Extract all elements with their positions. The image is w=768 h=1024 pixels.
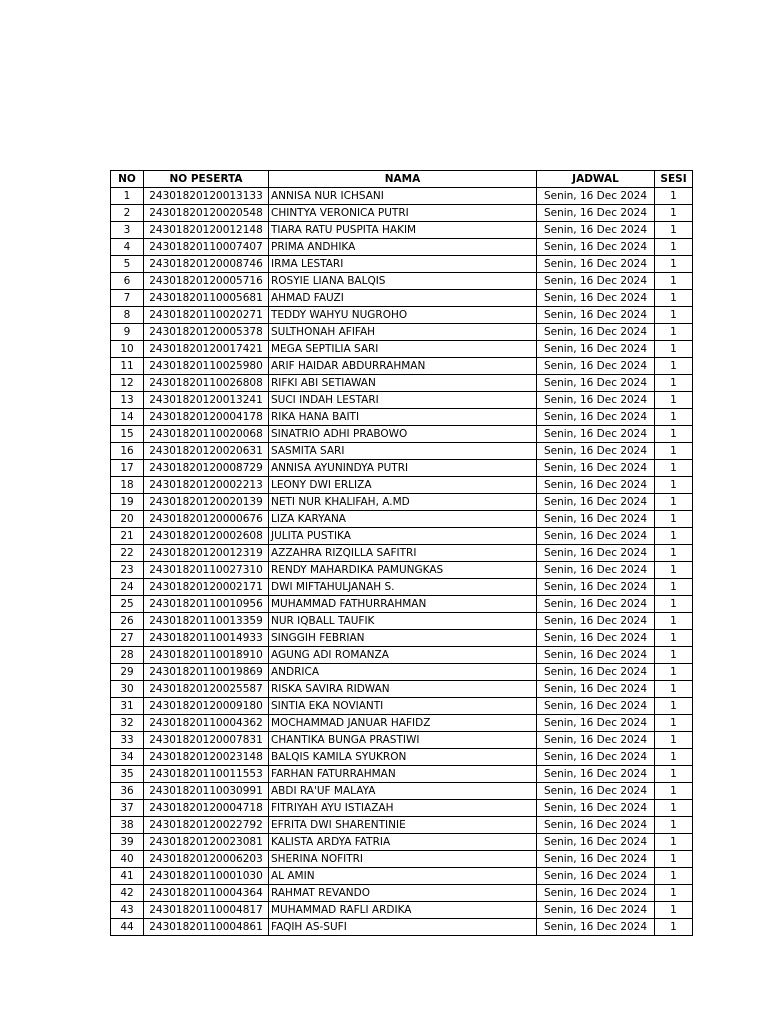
cell-nama: MUHAMMAD FATHURRAHMAN (269, 596, 537, 613)
cell-nama: FARHAN FATURRAHMAN (269, 766, 537, 783)
cell-nama: AGUNG ADI ROMANZA (269, 647, 537, 664)
cell-no-peserta: 24301820110030991 (144, 783, 269, 800)
table-header-row (111, 171, 693, 188)
table-row (111, 443, 693, 460)
cell-sesi: 1 (655, 188, 693, 205)
cell-sesi: 1 (655, 477, 693, 494)
cell-nama: LIZA KARYANA (269, 511, 537, 528)
cell-sesi: 1 (655, 834, 693, 851)
cell-sesi: 1 (655, 681, 693, 698)
table-row (111, 596, 693, 613)
cell-jadwal: Senin, 16 Dec 2024 (537, 426, 655, 443)
cell-no-peserta: 24301820120020631 (144, 443, 269, 460)
cell-nama: SINTIA EKA NOVIANTI (269, 698, 537, 715)
cell-no-peserta: 24301820110010956 (144, 596, 269, 613)
cell-jadwal: Senin, 16 Dec 2024 (537, 596, 655, 613)
cell-jadwal: Senin, 16 Dec 2024 (537, 307, 655, 324)
cell-no-peserta: 24301820120009180 (144, 698, 269, 715)
table-row (111, 392, 693, 409)
table-row (111, 647, 693, 664)
cell-no-peserta: 24301820110013359 (144, 613, 269, 630)
cell-jadwal: Senin, 16 Dec 2024 (537, 324, 655, 341)
cell-nama: CHINTYA VERONICA PUTRI (269, 205, 537, 222)
cell-jadwal: Senin, 16 Dec 2024 (537, 188, 655, 205)
table-row (111, 341, 693, 358)
cell-sesi: 1 (655, 528, 693, 545)
cell-no: 4 (111, 239, 144, 256)
cell-no-peserta: 24301820120008746 (144, 256, 269, 273)
cell-jadwal: Senin, 16 Dec 2024 (537, 800, 655, 817)
table-row (111, 834, 693, 851)
table-row (111, 579, 693, 596)
cell-jadwal: Senin, 16 Dec 2024 (537, 664, 655, 681)
cell-no: 43 (111, 902, 144, 919)
cell-sesi: 1 (655, 307, 693, 324)
cell-no: 38 (111, 817, 144, 834)
cell-no: 34 (111, 749, 144, 766)
table-row (111, 290, 693, 307)
cell-sesi: 1 (655, 647, 693, 664)
cell-nama: ANDRICA (269, 664, 537, 681)
cell-jadwal: Senin, 16 Dec 2024 (537, 358, 655, 375)
cell-no: 19 (111, 494, 144, 511)
cell-sesi: 1 (655, 817, 693, 834)
cell-jadwal: Senin, 16 Dec 2024 (537, 851, 655, 868)
cell-no-peserta: 24301820120006203 (144, 851, 269, 868)
cell-jadwal: Senin, 16 Dec 2024 (537, 919, 655, 936)
cell-no-peserta: 24301820110027310 (144, 562, 269, 579)
cell-jadwal: Senin, 16 Dec 2024 (537, 375, 655, 392)
cell-jadwal: Senin, 16 Dec 2024 (537, 681, 655, 698)
cell-sesi: 1 (655, 885, 693, 902)
cell-sesi: 1 (655, 426, 693, 443)
cell-jadwal: Senin, 16 Dec 2024 (537, 494, 655, 511)
cell-jadwal: Senin, 16 Dec 2024 (537, 868, 655, 885)
cell-no-peserta: 24301820120002171 (144, 579, 269, 596)
table-row (111, 885, 693, 902)
cell-jadwal: Senin, 16 Dec 2024 (537, 409, 655, 426)
cell-nama: FITRIYAH AYU ISTIAZAH (269, 800, 537, 817)
cell-nama: RIFKI ABI SETIAWAN (269, 375, 537, 392)
cell-no: 6 (111, 273, 144, 290)
cell-jadwal: Senin, 16 Dec 2024 (537, 341, 655, 358)
cell-no-peserta: 24301820120008729 (144, 460, 269, 477)
cell-no-peserta: 24301820110001030 (144, 868, 269, 885)
cell-sesi: 1 (655, 409, 693, 426)
cell-sesi: 1 (655, 273, 693, 290)
cell-jadwal: Senin, 16 Dec 2024 (537, 239, 655, 256)
table-row (111, 919, 693, 936)
cell-no-peserta: 24301820110011553 (144, 766, 269, 783)
table-row (111, 477, 693, 494)
cell-no-peserta: 24301820110004362 (144, 715, 269, 732)
table-row (111, 205, 693, 222)
cell-sesi: 1 (655, 443, 693, 460)
cell-jadwal: Senin, 16 Dec 2024 (537, 477, 655, 494)
cell-no-peserta: 24301820120012148 (144, 222, 269, 239)
cell-no-peserta: 24301820120013133 (144, 188, 269, 205)
table-row (111, 239, 693, 256)
cell-nama: TEDDY WAHYU NUGROHO (269, 307, 537, 324)
cell-no: 33 (111, 732, 144, 749)
participant-table (110, 170, 693, 936)
table-row (111, 256, 693, 273)
cell-jadwal: Senin, 16 Dec 2024 (537, 749, 655, 766)
cell-sesi: 1 (655, 324, 693, 341)
cell-jadwal: Senin, 16 Dec 2024 (537, 562, 655, 579)
cell-sesi: 1 (655, 613, 693, 630)
cell-nama: ABDI RA'UF MALAYA (269, 783, 537, 800)
cell-nama: DWI MIFTAHULJANAH S. (269, 579, 537, 596)
cell-jadwal: Senin, 16 Dec 2024 (537, 256, 655, 273)
table-row (111, 613, 693, 630)
cell-no-peserta: 24301820110025980 (144, 358, 269, 375)
cell-no: 40 (111, 851, 144, 868)
cell-no-peserta: 24301820120020548 (144, 205, 269, 222)
cell-no-peserta: 24301820110026808 (144, 375, 269, 392)
cell-sesi: 1 (655, 205, 693, 222)
cell-no: 29 (111, 664, 144, 681)
table-row (111, 494, 693, 511)
cell-nama: RIKA HANA BAITI (269, 409, 537, 426)
cell-no: 11 (111, 358, 144, 375)
cell-nama: MEGA SEPTILIA SARI (269, 341, 537, 358)
cell-nama: AZZAHRA RIZQILLA SAFITRI (269, 545, 537, 562)
cell-no-peserta: 24301820120013241 (144, 392, 269, 409)
cell-no-peserta: 24301820120005378 (144, 324, 269, 341)
cell-no-peserta: 24301820120023148 (144, 749, 269, 766)
table-row (111, 681, 693, 698)
cell-nama: MOCHAMMAD JANUAR HAFIDZ (269, 715, 537, 732)
cell-jadwal: Senin, 16 Dec 2024 (537, 290, 655, 307)
cell-jadwal: Senin, 16 Dec 2024 (537, 783, 655, 800)
cell-sesi: 1 (655, 375, 693, 392)
cell-jadwal: Senin, 16 Dec 2024 (537, 732, 655, 749)
header-no: NO (111, 171, 144, 188)
cell-nama: BALQIS KAMILA SYUKRON (269, 749, 537, 766)
cell-no: 12 (111, 375, 144, 392)
cell-no-peserta: 24301820110020271 (144, 307, 269, 324)
cell-no: 35 (111, 766, 144, 783)
cell-jadwal: Senin, 16 Dec 2024 (537, 613, 655, 630)
cell-no-peserta: 24301820120025587 (144, 681, 269, 698)
cell-no: 25 (111, 596, 144, 613)
header-nama: NAMA (269, 171, 537, 188)
cell-sesi: 1 (655, 358, 693, 375)
cell-no: 14 (111, 409, 144, 426)
cell-sesi: 1 (655, 290, 693, 307)
cell-jadwal: Senin, 16 Dec 2024 (537, 902, 655, 919)
cell-nama: SUCI INDAH LESTARI (269, 392, 537, 409)
cell-nama: ANNISA NUR ICHSANI (269, 188, 537, 205)
cell-sesi: 1 (655, 545, 693, 562)
cell-nama: AHMAD FAUZI (269, 290, 537, 307)
table-row (111, 817, 693, 834)
cell-jadwal: Senin, 16 Dec 2024 (537, 817, 655, 834)
table-row (111, 698, 693, 715)
cell-nama: IRMA LESTARI (269, 256, 537, 273)
cell-jadwal: Senin, 16 Dec 2024 (537, 460, 655, 477)
cell-no-peserta: 24301820120007831 (144, 732, 269, 749)
cell-sesi: 1 (655, 783, 693, 800)
cell-jadwal: Senin, 16 Dec 2024 (537, 222, 655, 239)
cell-sesi: 1 (655, 902, 693, 919)
cell-no: 15 (111, 426, 144, 443)
cell-sesi: 1 (655, 664, 693, 681)
cell-nama: PRIMA ANDHIKA (269, 239, 537, 256)
cell-nama: SINATRIO ADHI PRABOWO (269, 426, 537, 443)
cell-no: 10 (111, 341, 144, 358)
cell-no: 30 (111, 681, 144, 698)
cell-sesi: 1 (655, 596, 693, 613)
table-row (111, 800, 693, 817)
table-body (111, 188, 693, 936)
cell-no: 27 (111, 630, 144, 647)
cell-jadwal: Senin, 16 Dec 2024 (537, 715, 655, 732)
cell-sesi: 1 (655, 868, 693, 885)
table-row (111, 902, 693, 919)
cell-no-peserta: 24301820120002608 (144, 528, 269, 545)
cell-no-peserta: 24301820120017421 (144, 341, 269, 358)
cell-no: 39 (111, 834, 144, 851)
cell-no-peserta: 24301820110019869 (144, 664, 269, 681)
cell-no: 20 (111, 511, 144, 528)
table-row (111, 664, 693, 681)
cell-no: 41 (111, 868, 144, 885)
cell-nama: JULITA PUSTIKA (269, 528, 537, 545)
table-row (111, 409, 693, 426)
cell-no: 9 (111, 324, 144, 341)
cell-no: 3 (111, 222, 144, 239)
cell-no: 23 (111, 562, 144, 579)
cell-no-peserta: 24301820110018910 (144, 647, 269, 664)
cell-nama: SULTHONAH AFIFAH (269, 324, 537, 341)
cell-sesi: 1 (655, 562, 693, 579)
table-row (111, 851, 693, 868)
cell-no-peserta: 24301820120022792 (144, 817, 269, 834)
table-row (111, 630, 693, 647)
cell-sesi: 1 (655, 579, 693, 596)
cell-no: 8 (111, 307, 144, 324)
cell-nama: AL AMIN (269, 868, 537, 885)
cell-no-peserta: 24301820110005681 (144, 290, 269, 307)
cell-no: 37 (111, 800, 144, 817)
cell-sesi: 1 (655, 494, 693, 511)
cell-jadwal: Senin, 16 Dec 2024 (537, 205, 655, 222)
cell-jadwal: Senin, 16 Dec 2024 (537, 647, 655, 664)
cell-jadwal: Senin, 16 Dec 2024 (537, 885, 655, 902)
table-row (111, 426, 693, 443)
cell-sesi: 1 (655, 732, 693, 749)
cell-no-peserta: 24301820120000676 (144, 511, 269, 528)
cell-no-peserta: 24301820110007407 (144, 239, 269, 256)
cell-nama: SASMITA SARI (269, 443, 537, 460)
cell-nama: RENDY MAHARDIKA PAMUNGKAS (269, 562, 537, 579)
cell-nama: EFRITA DWI SHARENTINIE (269, 817, 537, 834)
cell-no: 2 (111, 205, 144, 222)
table-row (111, 273, 693, 290)
cell-jadwal: Senin, 16 Dec 2024 (537, 834, 655, 851)
cell-sesi: 1 (655, 511, 693, 528)
cell-no-peserta: 24301820110004861 (144, 919, 269, 936)
cell-no: 44 (111, 919, 144, 936)
header-jadwal: JADWAL (537, 171, 655, 188)
cell-no: 22 (111, 545, 144, 562)
table-row (111, 528, 693, 545)
header-no-peserta: NO PESERTA (144, 171, 269, 188)
cell-nama: FAQIH AS-SUFI (269, 919, 537, 936)
cell-sesi: 1 (655, 341, 693, 358)
table-row (111, 715, 693, 732)
cell-nama: TIARA RATU PUSPITA HAKIM (269, 222, 537, 239)
cell-nama: ROSYIE LIANA BALQIS (269, 273, 537, 290)
cell-no: 24 (111, 579, 144, 596)
table-row (111, 375, 693, 392)
cell-no: 13 (111, 392, 144, 409)
table-row (111, 545, 693, 562)
cell-no-peserta: 24301820110020068 (144, 426, 269, 443)
cell-no-peserta: 24301820120023081 (144, 834, 269, 851)
cell-sesi: 1 (655, 460, 693, 477)
cell-no-peserta: 24301820110004817 (144, 902, 269, 919)
cell-nama: SINGGIH FEBRIAN (269, 630, 537, 647)
table-row (111, 732, 693, 749)
cell-jadwal: Senin, 16 Dec 2024 (537, 766, 655, 783)
cell-sesi: 1 (655, 698, 693, 715)
cell-no: 26 (111, 613, 144, 630)
cell-no-peserta: 24301820110014933 (144, 630, 269, 647)
cell-sesi: 1 (655, 239, 693, 256)
cell-jadwal: Senin, 16 Dec 2024 (537, 511, 655, 528)
cell-jadwal: Senin, 16 Dec 2024 (537, 273, 655, 290)
cell-nama: NETI NUR KHALIFAH, A.MD (269, 494, 537, 511)
cell-jadwal: Senin, 16 Dec 2024 (537, 579, 655, 596)
cell-nama: MUHAMMAD RAFLI ARDIKA (269, 902, 537, 919)
cell-nama: RISKA SAVIRA RIDWAN (269, 681, 537, 698)
cell-no-peserta: 24301820120004178 (144, 409, 269, 426)
cell-sesi: 1 (655, 919, 693, 936)
cell-sesi: 1 (655, 766, 693, 783)
cell-sesi: 1 (655, 851, 693, 868)
cell-jadwal: Senin, 16 Dec 2024 (537, 443, 655, 460)
cell-sesi: 1 (655, 800, 693, 817)
cell-jadwal: Senin, 16 Dec 2024 (537, 528, 655, 545)
cell-sesi: 1 (655, 749, 693, 766)
cell-no-peserta: 24301820110004364 (144, 885, 269, 902)
cell-nama: SHERINA NOFITRI (269, 851, 537, 868)
cell-jadwal: Senin, 16 Dec 2024 (537, 630, 655, 647)
cell-no: 32 (111, 715, 144, 732)
cell-nama: ARIF HAIDAR ABDURRAHMAN (269, 358, 537, 375)
table-row (111, 324, 693, 341)
cell-no-peserta: 24301820120020139 (144, 494, 269, 511)
cell-jadwal: Senin, 16 Dec 2024 (537, 392, 655, 409)
cell-no-peserta: 24301820120004718 (144, 800, 269, 817)
cell-jadwal: Senin, 16 Dec 2024 (537, 545, 655, 562)
cell-no-peserta: 24301820120002213 (144, 477, 269, 494)
cell-no: 21 (111, 528, 144, 545)
cell-no: 5 (111, 256, 144, 273)
cell-jadwal: Senin, 16 Dec 2024 (537, 698, 655, 715)
cell-no: 28 (111, 647, 144, 664)
cell-no: 31 (111, 698, 144, 715)
cell-nama: ANNISA AYUNINDYA PUTRI (269, 460, 537, 477)
table-row (111, 358, 693, 375)
cell-sesi: 1 (655, 256, 693, 273)
table-row (111, 749, 693, 766)
table-row (111, 783, 693, 800)
cell-nama: KALISTA ARDYA FATRIA (269, 834, 537, 851)
header-sesi: SESI (655, 171, 693, 188)
cell-no: 36 (111, 783, 144, 800)
table-row (111, 188, 693, 205)
table-row (111, 562, 693, 579)
cell-no: 17 (111, 460, 144, 477)
table-row (111, 222, 693, 239)
table-row (111, 307, 693, 324)
cell-sesi: 1 (655, 222, 693, 239)
table-row (111, 460, 693, 477)
cell-nama: RAHMAT REVANDO (269, 885, 537, 902)
cell-nama: CHANTIKA BUNGA PRASTIWI (269, 732, 537, 749)
cell-nama: NUR IQBALL TAUFIK (269, 613, 537, 630)
cell-no: 1 (111, 188, 144, 205)
table-row (111, 511, 693, 528)
cell-sesi: 1 (655, 392, 693, 409)
cell-no: 18 (111, 477, 144, 494)
cell-no: 7 (111, 290, 144, 307)
table-row (111, 868, 693, 885)
cell-no: 42 (111, 885, 144, 902)
cell-sesi: 1 (655, 715, 693, 732)
cell-no-peserta: 24301820120012319 (144, 545, 269, 562)
cell-nama: LEONY DWI ERLIZA (269, 477, 537, 494)
table-row (111, 766, 693, 783)
cell-sesi: 1 (655, 630, 693, 647)
cell-no: 16 (111, 443, 144, 460)
cell-no-peserta: 24301820120005716 (144, 273, 269, 290)
